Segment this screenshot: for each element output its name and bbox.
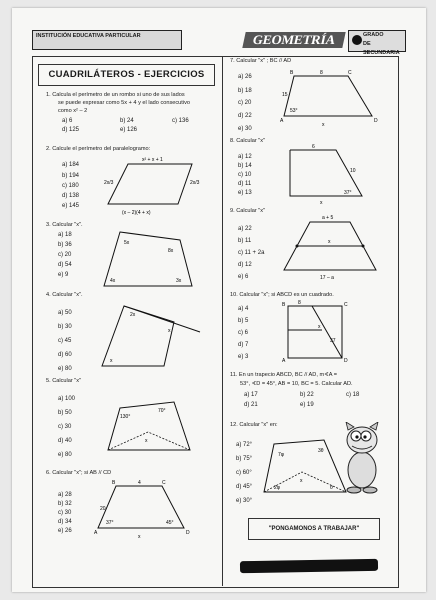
p5-question: 5. Calcular "x" [46,378,82,384]
p2-question: 2. Calcule el perímetro del paralelogramo: [46,146,151,152]
p8-question: 8. Calcular "x" [230,138,266,144]
p7-opt-a: a) 26 [238,74,252,80]
p10-opt-e: e) 3 [238,354,249,360]
p4-opt-d: d) 60 [58,352,72,358]
p6-opt-b: b) 32 [58,501,72,507]
p7-opt-c: c) 20 [238,100,252,106]
p8-opt-d: d) 11 [238,181,252,187]
p9-opt-a: a) 22 [238,226,252,232]
p8-top-label: 6 [312,144,315,150]
p11-opt-d: d) 21 [244,402,258,408]
redacted-footer [240,559,378,573]
p5-angle-x: x [145,438,148,444]
p3-quadrilateral-figure [100,228,200,290]
p6-vertex-b: B [112,480,116,486]
p3-angle-3: 4x [110,278,116,284]
p7-vertex-a: A [280,118,284,124]
p6-opt-e: e) 26 [58,528,72,534]
p8-opt-a: a) 12 [238,154,252,160]
p12-quadrilateral-figure [262,436,350,498]
p12-question: 12. Calcular "x" en: [230,422,278,428]
p7-angle-1: 53° [290,108,298,114]
p7-left-label: 15 [282,92,288,98]
p12-opt-d: d) 45° [236,484,253,490]
p10-vertex-a: A [282,358,286,364]
p8-opt-c: c) 10 [238,172,252,178]
p10-question: 10. Calcular "x"; si ABCD es un cuadrado. [230,292,334,298]
p7-vertex-b: B [290,70,294,76]
p4-opt-c: c) 45 [58,338,72,344]
p3-opt-e: e) 9 [58,272,69,278]
p3-opt-a: a) 18 [58,232,72,238]
p3-angle-2: 8x [168,248,174,254]
subject-title: GEOMETRÍA [242,32,345,48]
p9-trapezoid-figure [280,212,380,282]
p2-top-label: x² + x + 1 [142,157,163,163]
p9-question: 9. Calcular "x" [230,208,266,214]
p3-opt-c: c) 20 [58,252,72,258]
p10-square-figure [282,300,352,362]
p8-quadrilateral-figure [282,144,372,204]
p9-bottom-label: 17 – a [320,275,334,281]
p10-opt-b: b) 5 [238,318,249,324]
p4-question: 4. Calcular "x". [46,292,83,298]
p12-opt-e: e) 30° [236,498,253,504]
p8-right-label: 10 [350,168,356,174]
p8-opt-b: b) 14 [238,163,252,169]
p9-opt-e: e) 6 [238,274,249,280]
p9-top-label: a + 5 [322,215,334,221]
p8-opt-e: e) 13 [238,190,252,196]
p2-opt-d: d) 138 [62,193,80,199]
p6-question: 6. Calcular "x"; si AB // CD [46,470,112,476]
p7-opt-b: b) 18 [238,88,252,94]
p6-vertex-d: D [186,530,190,536]
p11-opt-b: b) 22 [300,392,314,398]
p2-parallelogram-figure [100,152,210,218]
p11-line1: 11. En un trapecio ABCD, BC // AD, m∢A = [230,372,338,378]
p9-opt-c: c) 11 + 2a [238,250,265,256]
grade-label: GRADO [363,32,384,38]
motivation-banner: "PONGAMONOS A TRABAJAR" [248,518,380,540]
p4-opt-e: e) 80 [58,366,72,372]
p1-opt-e: e) 126 [120,127,138,133]
p10-mid-label: x [318,324,321,330]
p6-vertex-a: A [94,530,98,536]
p2-left-label: 2x/3 [104,180,114,186]
grade-level-label: DE SECUNDARIA [363,41,400,56]
p4-angle-2: x [168,328,171,334]
p1-line1: 1. Calcula el perímetro de un rombo si uno de sus lados [46,92,185,98]
p1-opt-b: b) 24 [120,118,134,124]
p1-line3: como x² – 2 [58,108,88,114]
p7-trapezoid-figure [280,66,392,132]
p2-right-label: 2x/3 [190,180,200,186]
p4-quadrilateral-figure [96,300,202,372]
p10-opt-d: d) 7 [238,342,249,348]
p6-top-label: 4 [138,480,141,486]
p3-angle-1: 5x [124,240,130,246]
p10-opt-c: c) 6 [238,330,249,336]
p7-vertex-c: C [348,70,352,76]
p12-opt-b: b) 75° [236,456,253,462]
p1-line2: se puede expresar como 5x + 4 y el lado consecutivo [58,100,190,106]
column-divider [222,56,223,586]
p3-opt-d: d) 54 [58,262,72,268]
p9-opt-d: d) 12 [238,262,252,268]
p6-trapezoid-figure [94,476,206,542]
p7-opt-e: e) 30 [238,126,252,132]
grade-number-redacted [352,35,362,45]
p12-angle-3: 2φ [274,485,281,491]
p11-opt-e: e) 19 [300,402,314,408]
p2-opt-e: e) 145 [62,203,80,209]
p11-opt-c: c) 18 [346,392,360,398]
p2-opt-c: c) 180 [62,183,79,189]
p11-line2: 53°, ∢D = 45°, AB = 10, BC = 5. Calcular AD. [240,381,353,387]
p5-opt-d: d) 40 [58,438,72,444]
p7-vertex-d: D [374,118,378,124]
p12-angle-2: 3θ [318,448,324,454]
p10-angle-label: 37 [330,338,336,344]
p1-opt-c: c) 136 [172,118,189,124]
p5-quadrilateral-figure [104,396,196,456]
p4-angle-3: x [110,358,113,364]
p6-angle-1: 37° [106,520,114,526]
p10-opt-a: a) 4 [238,306,249,312]
p6-opt-d: d) 34 [58,519,72,525]
p8-bottom-label: x [320,200,323,206]
p12-opt-c: c) 60° [236,470,252,476]
p2-opt-b: b) 194 [62,173,80,179]
p5-opt-b: b) 50 [58,410,72,416]
p10-vertex-b: B [282,302,286,308]
p7-question: 7. Calcular "x" ; BC // AD [230,58,292,64]
p9-mid-label: x [328,239,331,245]
p7-top-label: 8 [320,70,323,76]
p6-opt-a: a) 28 [58,492,72,498]
p12-mid-label: x [300,478,303,484]
p10-vertex-c: C [344,302,348,308]
p5-opt-c: c) 30 [58,424,72,430]
p11-opt-a: a) 17 [244,392,258,398]
p5-opt-e: e) 80 [58,452,72,458]
header [32,30,400,56]
p3-angle-4: 3x [176,278,182,284]
p4-opt-a: a) 50 [58,310,72,316]
p3-opt-b: b) 36 [58,242,72,248]
p1-opt-a: a) 6 [62,118,73,124]
grade-box [348,30,406,56]
p5-opt-a: a) 100 [58,396,76,402]
p2-opt-a: a) 184 [62,162,80,168]
p7-bottom-label: x [322,122,325,128]
p9-opt-b: b) 11 [238,238,252,244]
p6-bottom-label: x [138,534,141,540]
p2-bottom-label: (x – 2)(4 + x) [122,210,151,216]
garfield-cartoon-image [340,422,384,494]
p4-opt-b: b) 30 [58,324,72,330]
p8-angle-1: 37° [344,190,352,196]
worksheet-title: CUADRILÁTEROS - EJERCICIOS [38,64,215,86]
p7-opt-d: d) 22 [238,113,252,119]
p1-opt-d: d) 125 [62,127,80,133]
p10-vertex-d: D [344,358,348,364]
p5-angle-1: 70° [158,408,166,414]
p3-question: 3. Calcular "x". [46,222,83,228]
p6-angle-2: 45° [166,520,174,526]
p12-angle-1: 7φ [278,452,285,458]
p6-vertex-c: C [162,480,166,486]
institution-label: INSTITUCIÓN EDUCATIVA PARTICULAR [32,30,182,50]
p6-opt-c: c) 30 [58,510,72,516]
p5-angle-2: 130° [120,414,131,420]
p4-angle-1: 2x [130,312,136,318]
p12-opt-a: a) 72° [236,442,253,448]
p6-left-label: 20 [100,506,106,512]
p10-top-label: 8 [298,300,301,306]
p12-angle-4: θ [330,485,333,491]
